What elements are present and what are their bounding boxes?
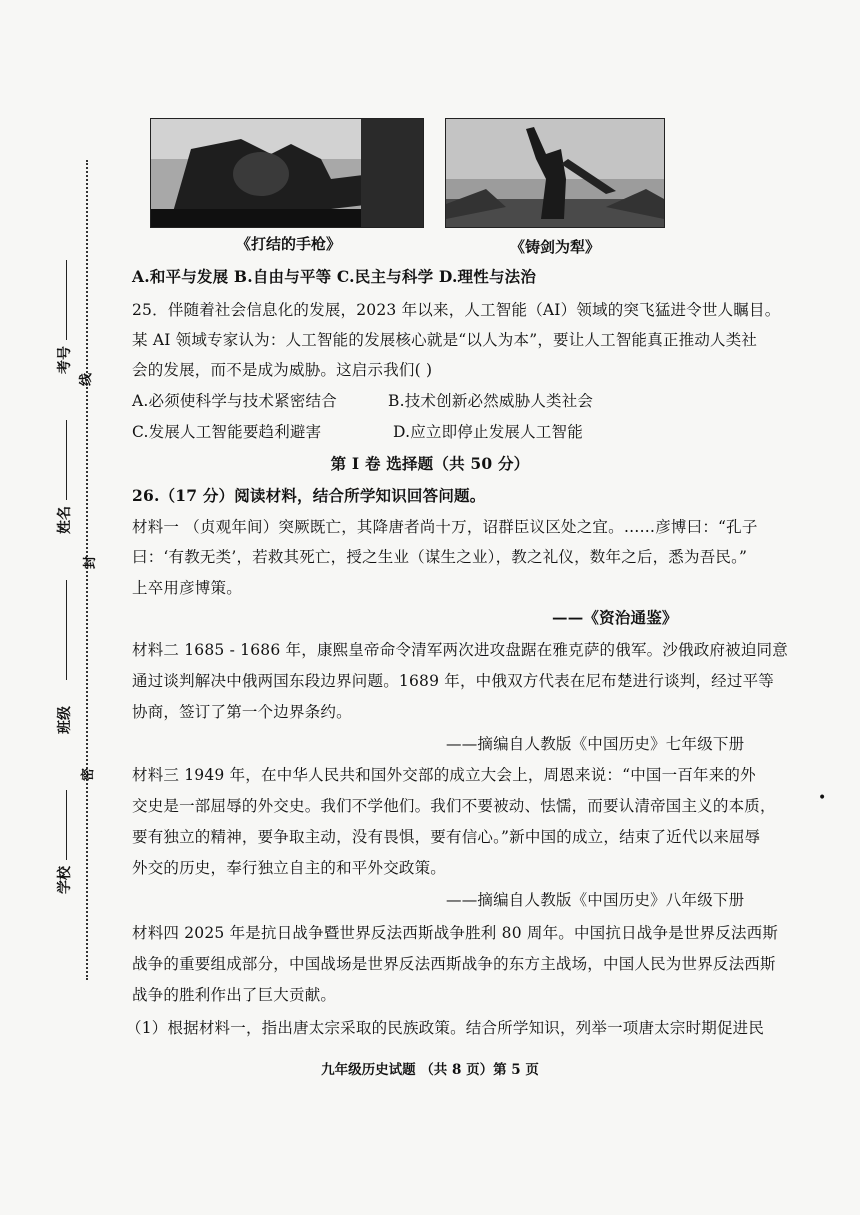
school-label: 学校 bbox=[57, 866, 73, 894]
class-blank bbox=[66, 580, 67, 680]
material-1-source: ——《资治通鉴》 bbox=[552, 608, 678, 627]
q25-option-b: B.技术创新必然威胁人类社会 bbox=[388, 392, 594, 410]
seal-char-line: 线 bbox=[79, 372, 95, 387]
class-label: 班级 bbox=[57, 706, 73, 734]
material-3-source: ——摘编自人教版《中国历史》八年级下册 bbox=[446, 891, 745, 909]
stray-mark: • bbox=[818, 790, 827, 806]
section-title: 第 I 卷 选择题（共 50 分） bbox=[330, 454, 530, 473]
q25-option-d: D.应立即停止发展人工智能 bbox=[393, 423, 583, 441]
seal-char-secret: 密 bbox=[81, 767, 97, 782]
q26-subquestion-1: （1）根据材料一，指出唐太宗采取的民族政策。结合所学知识，列举一项唐太宗时期促进民 bbox=[126, 1019, 765, 1037]
q26-heading: 26.（17 分）阅读材料，结合所学知识回答问题。 bbox=[132, 486, 486, 505]
material-3-line-1: 材料三 1949 年，在中华人民共和国外交部的成立大会上，周恩来说：“中国一百年来的外 bbox=[132, 766, 756, 784]
material-2-line-1: 材料二 1685 - 1686 年，康熙皇帝命令清军两次进攻盘踞在雅克萨的俄军。沙俄政府被迫同意 bbox=[132, 641, 788, 659]
photo-caption-2: 《铸剑为犁》 bbox=[510, 238, 601, 256]
q25-option-c: C.发展人工智能要趋利避害 bbox=[132, 423, 322, 441]
q25-line-1: 25．伴随着社会信息化的发展，2023 年以来，人工智能（AI）领域的突飞猛进令世人瞩目。 bbox=[132, 301, 781, 319]
photo-caption-1: 《打结的手枪》 bbox=[236, 235, 342, 253]
material-1-line-1: 材料一 （贞观年间）突厥既亡，其降唐者尚十万，诏群臣议区处之宜。……彦博曰：“孔子 bbox=[132, 518, 758, 536]
material-1-line-3: 上卒用彦博策。 bbox=[132, 579, 242, 597]
q25-line-3: 会的发展，而不是成为威胁。这启示我们( ) bbox=[132, 361, 433, 379]
swords-to-plowshares-photo bbox=[445, 118, 665, 228]
name-label: 姓名 bbox=[57, 506, 73, 534]
material-3-line-3: 要有独立的精神，要争取主动，没有畏惧，要有信心。”新中国的成立，结束了近代以来屈辱 bbox=[132, 828, 761, 846]
material-2-source: ——摘编自人教版《中国历史》七年级下册 bbox=[446, 735, 745, 753]
material-1-line-2: 曰：‘有教无类’，若救其死亡，授之生业（谋生之业），教之礼仪，数年之后，悉为吾民。” bbox=[132, 548, 748, 566]
material-4-line-1: 材料四 2025 年是抗日战争暨世界反法西斯战争胜利 80 周年。中国抗日战争是世界反法西斯 bbox=[132, 924, 779, 942]
material-3-line-2: 交史是一部屈辱的外交史。我们不学他们。我们不要被动、怯懦，而要认清帝国主义的本质， bbox=[132, 797, 776, 815]
page-footer: 九年级历史试题 （共 8 页）第 5 页 bbox=[321, 1062, 539, 1078]
school-blank bbox=[66, 790, 67, 860]
binding-dotted-line bbox=[86, 160, 88, 980]
seal-char-seal: 封 bbox=[83, 555, 99, 570]
material-4-line-3: 战争的胜利作出了巨大贡献。 bbox=[132, 986, 337, 1004]
q25-line-2: 某 AI 领域专家认为：人工智能的发展核心就是“以人为本”，要让人工智能真正推动人类社 bbox=[132, 331, 758, 349]
q24-options: A.和平与发展 B.自由与平等 C.民主与科学 D.理性与法治 bbox=[132, 267, 537, 286]
exam-number-blank bbox=[66, 260, 67, 340]
material-4-line-2: 战争的重要组成部分，中国战场是世界反法西斯战争的东方主战场，中国人民为世界反法西斯 bbox=[132, 955, 776, 973]
material-3-line-4: 外交的历史，奉行独立自主的和平外交政策。 bbox=[132, 859, 447, 877]
q25-option-a: A.必须使科学与技术紧密结合 bbox=[132, 392, 337, 410]
material-2-line-2: 通过谈判解决中俄两国东段边界问题。1689 年，中俄双方代表在尼布楚进行谈判，经过平等 bbox=[132, 672, 774, 690]
material-2-line-3: 协商，签订了第一个边界条约。 bbox=[132, 703, 352, 721]
knotted-gun-photo bbox=[150, 118, 424, 228]
exam-number-label: 考号 bbox=[57, 346, 73, 374]
